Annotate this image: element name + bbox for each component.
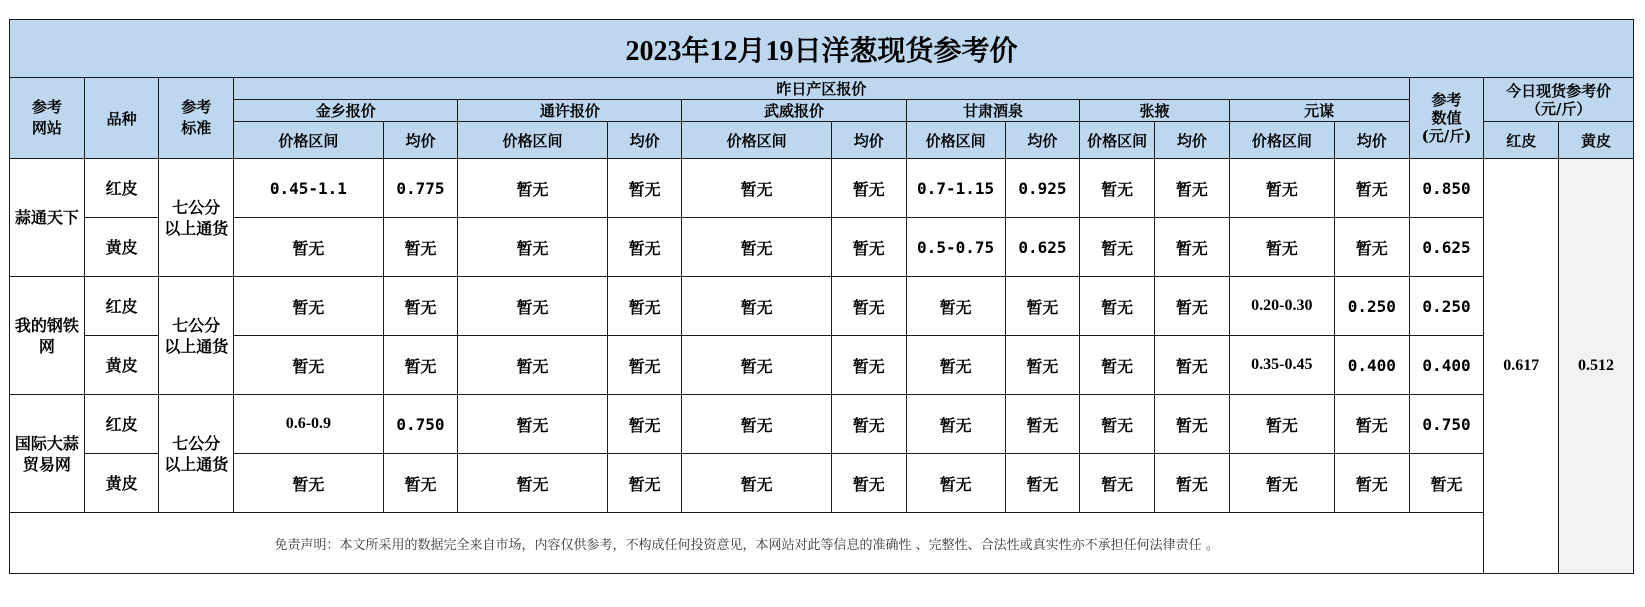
avg-price-cell: 暂无 [607, 218, 682, 277]
avg-price-cell: 暂无 [1005, 395, 1080, 454]
price-range-cell: 暂无 [234, 218, 383, 277]
avg-price-cell: 暂无 [1334, 395, 1409, 454]
price-range-cell: 暂无 [1229, 218, 1334, 277]
variety-cell: 黄皮 [84, 454, 159, 513]
avg-price-cell: 暂无 [1154, 277, 1229, 336]
avg-price-cell: 暂无 [1334, 159, 1409, 218]
col-price-range: 价格区间 [906, 122, 1005, 159]
region-jinxiang: 金乡报价 [234, 100, 458, 122]
ref-value-cell: 0.750 [1409, 395, 1484, 454]
avg-price-cell: 0.250 [1334, 277, 1409, 336]
avg-price-cell: 暂无 [831, 159, 906, 218]
price-range-cell: 暂无 [906, 454, 1005, 513]
avg-price-cell: 暂无 [1154, 218, 1229, 277]
ref-value-cell: 0.625 [1409, 218, 1484, 277]
price-range-cell: 0.7-1.15 [906, 159, 1005, 218]
avg-price-cell: 暂无 [1154, 454, 1229, 513]
region-zhangye: 张掖 [1080, 100, 1229, 122]
avg-price-cell: 0.925 [1005, 159, 1080, 218]
avg-price-cell: 暂无 [1334, 218, 1409, 277]
footer-row [10, 513, 1634, 574]
variety-cell: 红皮 [84, 395, 159, 454]
price-range-cell: 0.5-0.75 [906, 218, 1005, 277]
price-range-cell: 暂无 [682, 395, 831, 454]
price-range-cell: 暂无 [234, 336, 383, 395]
region-wuwei: 武威报价 [682, 100, 906, 122]
avg-price-cell: 暂无 [831, 218, 906, 277]
avg-price-cell: 暂无 [383, 336, 458, 395]
price-range-cell: 暂无 [1080, 336, 1155, 395]
col-today-red: 红皮 [1484, 122, 1559, 159]
price-range-cell: 暂无 [1080, 218, 1155, 277]
table-row [10, 336, 1634, 395]
price-range-cell: 暂无 [1080, 159, 1155, 218]
price-range-cell: 暂无 [1080, 277, 1155, 336]
price-range-cell: 暂无 [458, 159, 607, 218]
region-jiuquan: 甘肃酒泉 [906, 100, 1080, 122]
avg-price-cell: 暂无 [831, 454, 906, 513]
price-range-cell: 暂无 [1229, 395, 1334, 454]
avg-price-cell: 暂无 [1154, 395, 1229, 454]
site-name: 蒜通天下 [10, 159, 85, 277]
price-range-cell: 暂无 [458, 395, 607, 454]
avg-price-cell: 0.775 [383, 159, 458, 218]
ref-value-cell: 暂无 [1409, 454, 1484, 513]
price-range-cell: 暂无 [1080, 454, 1155, 513]
table-row [10, 454, 1634, 513]
avg-price-cell: 暂无 [1005, 336, 1080, 395]
avg-price-cell: 暂无 [1005, 454, 1080, 513]
price-range-cell: 暂无 [234, 454, 383, 513]
avg-price-cell: 暂无 [607, 336, 682, 395]
price-range-cell: 0.6-0.9 [234, 395, 383, 454]
col-avg: 均价 [1334, 122, 1409, 159]
variety-cell: 红皮 [84, 277, 159, 336]
avg-price-cell: 暂无 [607, 454, 682, 513]
standard-cell: 七公分 以上通货 [159, 159, 234, 277]
price-range-cell: 暂无 [458, 277, 607, 336]
page-title: 2023年12月19日洋葱现货参考价 [10, 20, 1634, 78]
avg-price-cell: 暂无 [607, 395, 682, 454]
price-range-cell: 暂无 [1229, 454, 1334, 513]
price-range-cell: 暂无 [234, 277, 383, 336]
standard-cell: 七公分 以上通货 [159, 277, 234, 395]
avg-price-cell: 暂无 [831, 277, 906, 336]
ref-value-cell: 0.400 [1409, 336, 1484, 395]
table-row [10, 159, 1634, 218]
avg-price-cell: 0.625 [1005, 218, 1080, 277]
price-range-cell: 暂无 [906, 336, 1005, 395]
avg-price-cell: 暂无 [831, 336, 906, 395]
standard-cell: 七公分 以上通货 [159, 395, 234, 513]
region-tongxu: 通许报价 [458, 100, 682, 122]
col-price-range: 价格区间 [234, 122, 383, 159]
header-variety: 品种 [84, 78, 159, 159]
price-table [9, 19, 1634, 574]
table-body [10, 159, 1634, 574]
price-range-cell: 0.20-0.30 [1229, 277, 1334, 336]
site-name: 国际大蒜 贸易网 [10, 395, 85, 513]
price-range-cell: 暂无 [906, 277, 1005, 336]
avg-price-cell: 0.750 [383, 395, 458, 454]
col-avg: 均价 [1005, 122, 1080, 159]
variety-cell: 红皮 [84, 159, 159, 218]
avg-price-cell: 暂无 [1154, 336, 1229, 395]
avg-price-cell: 暂无 [607, 277, 682, 336]
price-range-cell: 暂无 [1080, 395, 1155, 454]
price-range-cell: 暂无 [458, 454, 607, 513]
ref-value-cell: 0.250 [1409, 277, 1484, 336]
col-price-range: 价格区间 [682, 122, 831, 159]
price-range-cell: 暂无 [682, 454, 831, 513]
header-site: 参考 网站 [10, 78, 85, 159]
avg-price-cell: 暂无 [1005, 277, 1080, 336]
variety-cell: 黄皮 [84, 218, 159, 277]
price-range-cell: 暂无 [458, 336, 607, 395]
table-row [10, 218, 1634, 277]
col-price-range: 价格区间 [458, 122, 607, 159]
disclaimer-text: 免责声明：本文所采用的数据完全来自市场，内容仅供参考，不构成任何投资意见，本网站对此等信息的准确性 、完整性、合法性或真实性亦不承担任何法律责任 。 [10, 513, 1484, 574]
avg-price-cell: 暂无 [383, 277, 458, 336]
header-today: 今日现货参考价 （元/斤） [1484, 78, 1634, 122]
price-range-cell: 0.45-1.1 [234, 159, 383, 218]
price-range-cell: 暂无 [682, 159, 831, 218]
table-row [10, 395, 1634, 454]
header-ref-value: 参考 数值 (元/斤) [1409, 78, 1484, 159]
col-price-range: 价格区间 [1229, 122, 1334, 159]
col-price-range: 价格区间 [1080, 122, 1155, 159]
region-yuanmou: 元谋 [1229, 100, 1409, 122]
ref-value-cell: 0.850 [1409, 159, 1484, 218]
col-avg: 均价 [1154, 122, 1229, 159]
avg-price-cell: 暂无 [383, 454, 458, 513]
col-avg: 均价 [383, 122, 458, 159]
avg-price-cell: 暂无 [831, 395, 906, 454]
today-red-price: 0.617 [1484, 159, 1559, 574]
col-avg: 均价 [831, 122, 906, 159]
price-range-cell: 暂无 [906, 395, 1005, 454]
header-yesterday: 昨日产区报价 [234, 78, 1410, 100]
price-range-cell: 暂无 [458, 218, 607, 277]
today-yellow-price: 0.512 [1559, 159, 1634, 574]
site-name: 我的钢铁 网 [10, 277, 85, 395]
col-avg: 均价 [607, 122, 682, 159]
price-range-cell: 暂无 [1229, 159, 1334, 218]
avg-price-cell: 0.400 [1334, 336, 1409, 395]
price-range-cell: 0.35-0.45 [1229, 336, 1334, 395]
table-row [10, 277, 1634, 336]
variety-cell: 黄皮 [84, 336, 159, 395]
avg-price-cell: 暂无 [1154, 159, 1229, 218]
price-range-cell: 暂无 [682, 218, 831, 277]
header-standard: 参考 标准 [159, 78, 234, 159]
avg-price-cell: 暂无 [383, 218, 458, 277]
price-range-cell: 暂无 [682, 336, 831, 395]
avg-price-cell: 暂无 [1334, 454, 1409, 513]
avg-price-cell: 暂无 [607, 159, 682, 218]
price-range-cell: 暂无 [682, 277, 831, 336]
col-today-yellow: 黄皮 [1559, 122, 1634, 159]
